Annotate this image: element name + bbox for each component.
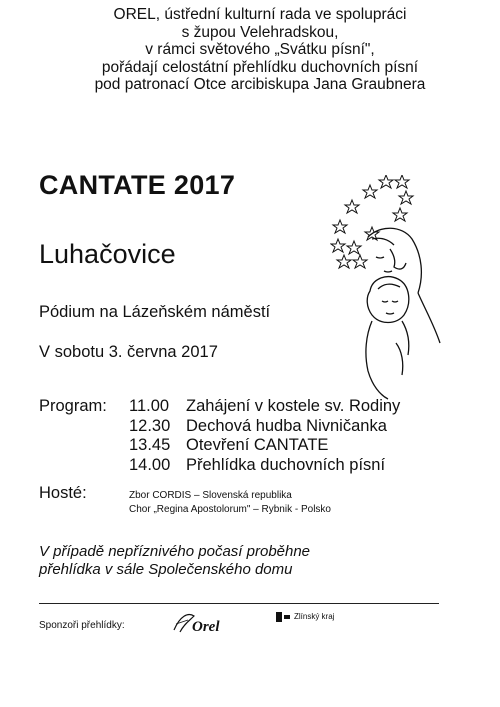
program-label: Program: — [39, 397, 107, 415]
program-item — [129, 456, 400, 476]
header-line: s župou Velehradskou, — [181, 23, 339, 41]
program-time: 12.30 — [129, 416, 171, 435]
star-icon — [337, 255, 351, 268]
guests-label: Hosté: — [39, 484, 87, 502]
event-title: CANTATE 2017 — [39, 170, 236, 200]
star-icon — [363, 185, 377, 198]
orel-logo — [170, 610, 240, 636]
orel-logo-text: Orel — [192, 619, 220, 635]
star-icon — [399, 191, 413, 204]
star-icon — [379, 175, 393, 188]
header-line: OREL, ústřední kulturní rada ve spolupráci — [113, 6, 407, 23]
program-time: 14.00 — [129, 455, 171, 474]
event-city: Luhačovice — [39, 239, 176, 269]
program-item — [129, 417, 400, 437]
program-text: Přehlídka duchovních písní — [186, 455, 386, 474]
header-line: pořádají celostátní přehlídku duchovních písní — [101, 58, 419, 76]
star-icon — [333, 220, 347, 233]
divider-line — [39, 603, 439, 604]
program-text: Dechová hudba Nivničanka — [186, 416, 387, 435]
header-line: pod patronací Otce arcibiskupa Jana Graubnera — [94, 76, 426, 93]
madonna-child-illustration — [330, 175, 448, 400]
star-icon — [393, 208, 407, 221]
star-icon — [347, 241, 361, 254]
program-item — [129, 436, 400, 456]
zlin-mark-icon — [284, 615, 290, 619]
guests-list — [129, 489, 331, 517]
event-venue: Pódium na Lázeňském náměstí — [39, 303, 271, 321]
scan-speck — [5, 248, 8, 251]
program-text: Zahájení v kostele sv. Rodiny — [186, 397, 401, 415]
program-time: 11.00 — [129, 397, 170, 415]
program-list — [129, 397, 400, 475]
zlin-region-logo — [276, 612, 334, 622]
event-date: V sobotu 3. června 2017 — [39, 343, 218, 361]
guest-item: Chor „Regina Apostolorum" – Rybnik - Polsko — [129, 504, 331, 515]
zlin-logo-text: Zlínský kraj — [294, 612, 335, 622]
guest-item: Zbor CORDIS – Slovenská republika — [129, 490, 292, 501]
figures-line-art — [366, 228, 440, 399]
star-icon — [353, 255, 367, 268]
organizer-header — [60, 6, 460, 94]
star-icon — [345, 200, 359, 213]
header-line: v rámci světového „Svátku písní", — [145, 41, 375, 58]
note-line: přehlídka v sále Společenského domu — [39, 561, 293, 578]
program-time: 13.45 — [129, 436, 171, 454]
program-text: Otevření CANTATE — [186, 436, 329, 454]
weather-note — [39, 543, 310, 579]
zlin-mark-icon — [276, 612, 282, 622]
star-icon — [331, 239, 345, 252]
star-icon — [395, 175, 409, 188]
stars-halo — [331, 175, 413, 268]
sponsors-label: Sponzoři přehlídky: — [39, 620, 125, 631]
note-line: V případě nepříznivého počasí proběhne — [39, 543, 311, 560]
